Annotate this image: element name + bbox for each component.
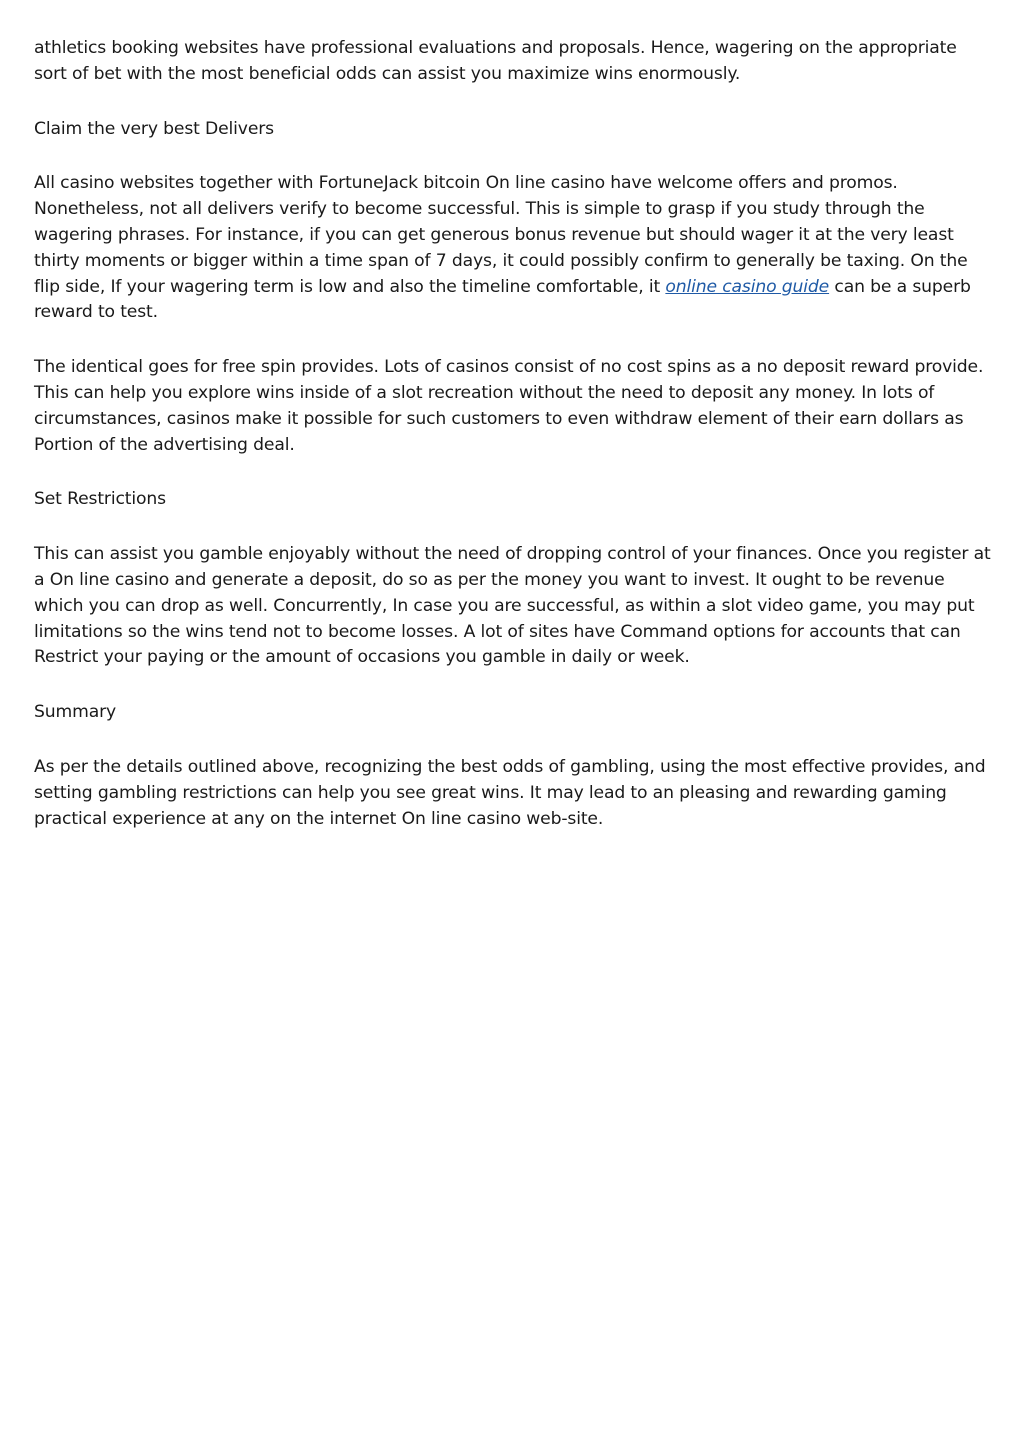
paragraph-offers-text: All casino websites together with FortuneJack bitcoin On line casino have welcome offers and promos. Nonetheless, not all delivers verify to become successful. This is simple to grasp if you study through the wagering phrases. For instance, if you can get generous bonus revenue but should wager it at the very least thirty moments or bigger within a time span of 7 days, it could possibly confirm to generally be taxing. On the flip side, If your wagering term is low and also the timeline comfortable, it: [34, 173, 968, 297]
paragraph-free-spins: The identical goes for free spin provides. Lots of casinos consist of no cost spins as a no deposit reward provide. This can help you explore wins inside of a slot recreation without the need to deposit any money. In lots of circumstances, casinos make it possible for such customers to even withdraw element of their earn dollars as Portion of the advertising deal.: [34, 357, 984, 455]
section-heading-summary: Summary: [34, 702, 117, 723]
online-casino-guide-link[interactable]: online casino guide: [665, 276, 830, 297]
paragraph-intro: athletics booking websites have professional evaluations and proposals. Hence, wagering on the appropriate sort of bet with the most beneficial odds can assist you maximize wins enormously.: [34, 38, 957, 84]
paragraph-summary: As per the details outlined above, recognizing the best odds of gambling, using the most effective provides, and setting gambling restrictions can help you see great wins. It may lead to an pleasing and rewarding gaming practical experience at any on the internet On line casino web-site.: [34, 756, 986, 829]
paragraph-restrictions: This can assist you gamble enjoyably without the need of dropping control of your finances. Once you register at a On line casino and generate a deposit, do so as per the money you want to invest. It ought to be revenue which you can drop as well. Concurrently, In case you are successful, as within a slot video game, you may put limitations so the wins tend not to become losses. A lot of sites have Command options for accounts that can Restrict your paying or the amount of occasions you gamble in daily or week.: [34, 544, 991, 668]
paragraph-offers-text-end: can be a superb reward to test.: [34, 276, 971, 323]
section-heading-set-restrictions: Set Restrictions: [34, 489, 166, 510]
document-body: [34, 36, 994, 861]
section-heading-claim-offers: Claim the very best Delivers: [34, 118, 274, 139]
paragraph-offers: [34, 171, 994, 326]
